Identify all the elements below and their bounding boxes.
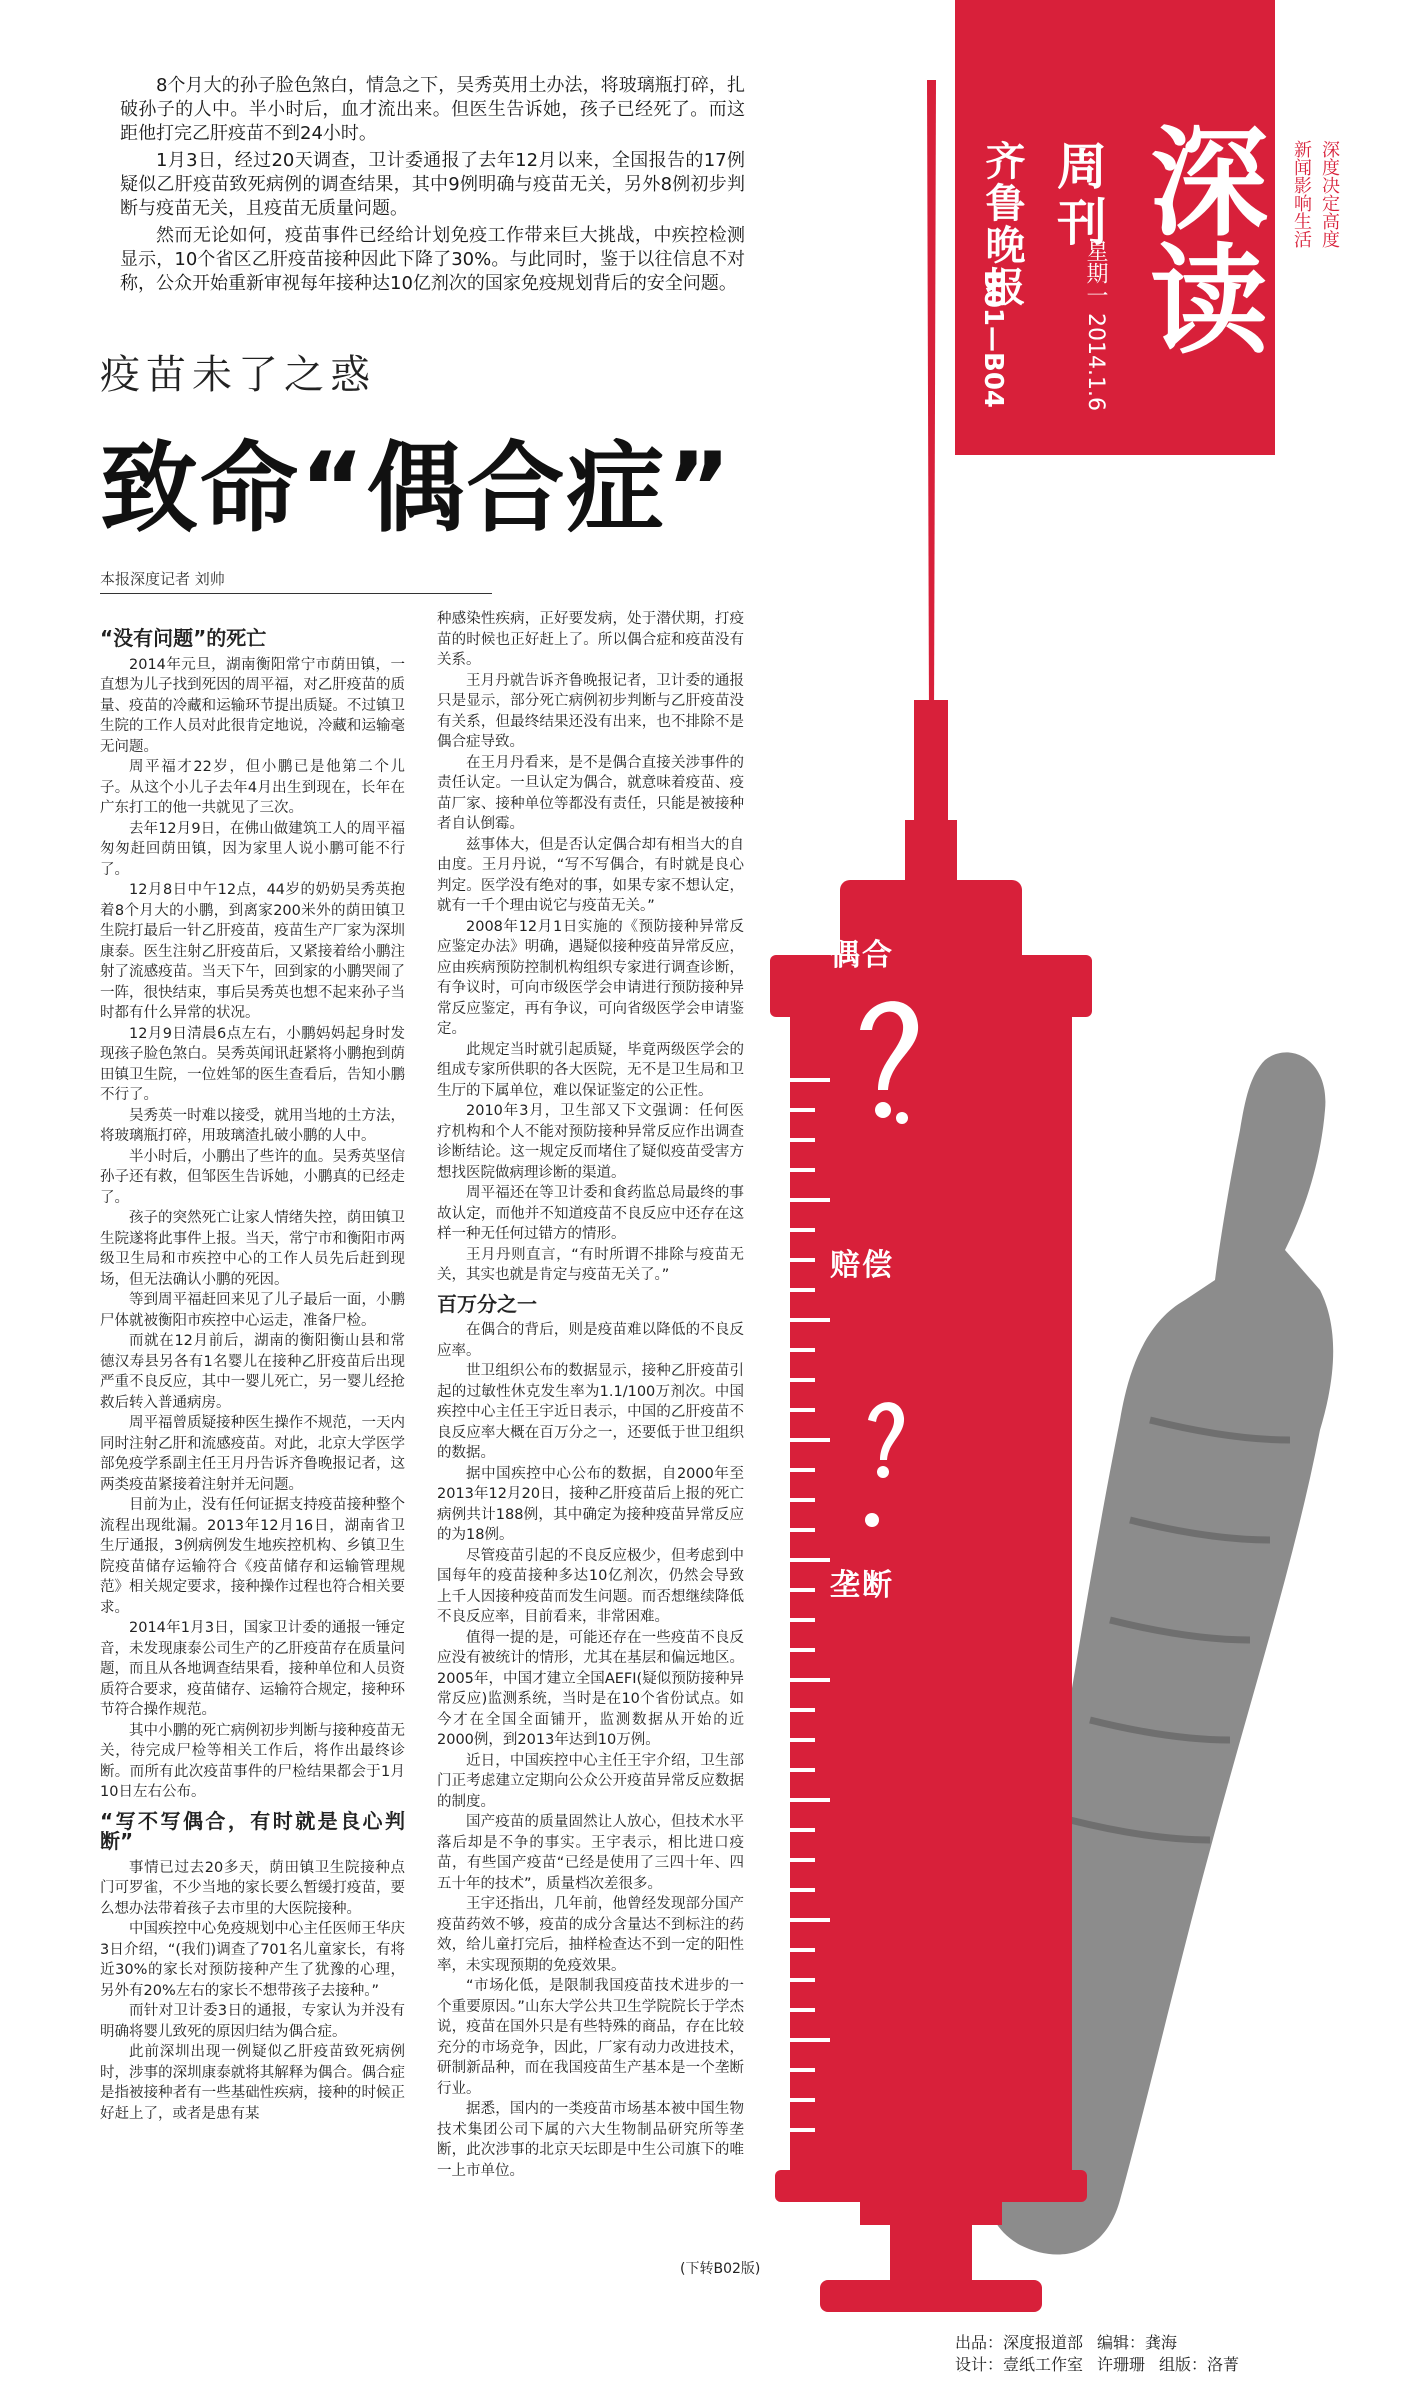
article-paragraph: 据悉，国内的一类疫苗市场基本被中国生物技术集团公司下属的六大生物制品研究所等垄断，此次涉事的北京天坛即是中生公司旗下的唯一上市单位。 [437,2101,744,2179]
article-paragraph: 此前深圳出现一例疑似乙肝疫苗致死病例时，涉事的深圳康泰就将其解释为偶合。偶合症是指被接种者有一些基础性疾病，接种的时候正好赶上了，或者是患有某 [100,2044,405,2122]
byline: 本报深度记者 刘帅 [100,568,492,594]
slogan-line-1: 深度决定高度 [1319,140,1340,248]
article-paragraph: “市场化低，是限制我国疫苗技术进步的一个重要原因。”山东大学公共卫生学院院长于学杰说，疫苗在国外只是有些特殊的商品，存在比较充分的市场竞争，因此，厂家有动力改进技术，研制新品种，而在我国疫苗生产基本是一个垄断行业。 [437,1978,744,2097]
article-paragraph: 近日，中国疾控中心主任王宇介绍，卫生部门正考虑建立定期向公众公开疫苗异常反应数据的制度。 [437,1752,744,1810]
weekly-label: 周刊 [1049,140,1107,252]
article-paragraph: 目前为止，没有任何证据支持疫苗接种整个流程出现纰漏。2013年12月16日，湖南省卫生厅通报，3例病例发生地疾控机构、乡镇卫生院疫苗储存运输符合《疫苗储存和运输管理规范》相关规定要求，接种操作过程也符合相关要求。 [100,1497,405,1616]
continued-note: (下转B02版) [680,2261,761,2277]
paper-logo: 齐鲁晚报 [979,140,1026,308]
page-headline: 致命“偶合症” [100,432,733,546]
lead-paragraph: 然而无论如何，疫苗事件已经给计划免疫工作带来巨大挑战，中疾控检测显示，10个省区乙肝疫苗接种因此下降了30%。与此同时，鉴于以往信息不对称，公众开始重新审视每年接种达10亿剂次的国家免疫规划背后的安全问题。 [120,225,745,294]
credit-design: 设计：壹纸工作室 [955,2355,1084,2374]
headline-kicker: 疫苗未了之惑 [100,352,376,398]
article-paragraph: 中国疾控中心免疫规划中心主任医师王华庆3日介绍，“(我们)调查了701名儿童家长，有将近30%的家长对预防接种产生了犹豫的心理，另外有20%左右的家长不想带孩子去接种。” [100,1921,405,1999]
article-paragraph: 据中国疾控中心公布的数据，自2000年至2013年12月20日，接种乙肝疫苗后上报的死亡病例共计188例，其中确定为接种疫苗异常反应的为18例。 [437,1465,744,1543]
article-paragraph: 而就在12月前后，湖南的衡阳衡山县和常德汉寿县另各有1名婴儿在接种乙肝疫苗后出现严重不良反应，其中一婴儿死亡，另一婴儿经抢救后转入普通病房。 [100,1333,405,1411]
article-column-1 [100,620,405,2124]
lead-paragraph: 8个月大的孙子脸色煞白，情急之下，吴秀英用土办法，将玻璃瓶打碎，扎破孙子的人中。半小时后，血才流出来。但医生告诉她，孩子已经死了。而这距他打完乙肝疫苗不到24小时。 [120,75,745,144]
article-paragraph: 国产疫苗的质量固然让人放心，但技术水平落后却是不争的事实。王宇表示，相比进口疫苗，有些国产疫苗“已经是使用了三四十年、四五十年的技术”，质量档次差很多。 [437,1814,744,1892]
article-paragraph: 12月8日中午12点，44岁的奶奶吴秀英抱着8个月大的小鹏，到离家200米外的荫田镇卫生院打最后一针乙肝疫苗，疫苗生产厂家为深圳康泰。医生注射乙肝疫苗后，又紧接着给小鹏注射了流感疫苗。当天下午，回到家的小鹏哭闹了一阵，很快结束，事后吴秀英也想不起来孙子当时都有什么异常的状况。 [100,882,405,1021]
subhead: 百万分之一 [437,1291,537,1316]
article-paragraph: 周平福曾质疑接种医生操作不规范，一天内同时注射乙肝和流感疫苗。对此，北京大学医学部免疫学系副主任王月丹告诉齐鲁晚报记者，这两类疫苗紧接着注射并无问题。 [100,1415,405,1493]
subhead: “写不写偶合，有时就是良心判断” [100,1808,405,1853]
label-compensation: 赔偿 [830,1248,894,1283]
issue-date: 星期一 2014.1.6 [1083,240,1108,411]
article-paragraph: 2008年12月1日实施的《预防接种异常反应鉴定办法》明确，遇疑似接种疫苗异常反应，应由疾病预防控制机构组织专家进行调查诊断，有争议时，可向市级医学会申请进行预防接种异常反应鉴定，再有争议，可向省级医学会申请鉴定。 [437,918,744,1037]
article-paragraph: 其中小鹏的死亡病例初步判断与接种疫苗无关，待完成尸检等相关工作后，将作出最终诊断。而所有此次疫苗事件的尸检结果都会于1月10日左右公布。 [100,1722,405,1800]
article-paragraph: 周平福才22岁，但小鹏已是他第二个儿子。从这个小儿子去年4月出生到现在，长年在广东打工的他一共就见了三次。 [100,759,405,816]
article-paragraph: 事情已过去20多天，荫田镇卫生院接种点门可罗雀，不少当地的家长要么暂缓打疫苗，要么想办法带着孩子去市里的大医院接种。 [100,1859,405,1917]
slogan-line-2: 新闻影响生活 [1291,140,1312,248]
article-paragraph: 2010年3月，卫生部又下文强调：任何医疗机构和个人不能对预防接种异常反应作出调查诊断结论。这一规定反而堵住了疑似疫苗受害方想找医院做病理诊断的渠道。 [437,1103,744,1181]
credit-designer: 许珊珊 [1097,2355,1146,2374]
article-paragraph: 2014年元旦，湖南衡阳常宁市荫田镇，一直想为儿子找到死因的周平福，对乙肝疫苗的质量、疫苗的冷藏和运输环节提出质疑。不过镇卫生院的工作人员对此很肯定地说，冷藏和运输毫无问题。 [100,656,405,755]
article-paragraph: 王月丹就告诉齐鲁晚报记者，卫计委的通报只是显示，部分死亡病例初步判断与乙肝疫苗没有关系，但最终结果还没有出来，也不排除不是偶合症导致。 [437,672,744,750]
article-paragraph: 值得一提的是，可能还存在一些疫苗不良反应没有被统计的情形，尤其在基层和偏远地区。2005年，中国才建立全国AEFI(疑似预防接种异常反应)监测系统，当时是在10个省份试点。如今才在全国全面铺开，监测数据从开始的近2000例，到2013年达到10万例。 [437,1629,744,1748]
article-paragraph: 王月丹则直言，“有时所谓不排除与疫苗无关，其实也就是肯定与疫苗无关了。” [437,1246,744,1283]
subhead: “没有问题”的死亡 [100,626,267,650]
article-paragraph: 去年12月9日，在佛山做建筑工人的周平福匆匆赶回荫田镇，因为家里人说小鹏可能不行了。 [100,820,405,878]
article-paragraph: 吴秀英一时难以接受，就用当地的土方法，将玻璃瓶打碎，用玻璃渣扎破小鹏的人中。 [100,1107,405,1144]
label-coincidence: 偶合 [830,938,894,973]
article-paragraph: 王宇还指出，几年前，他曾经发现部分国产疫苗药效不够，疫苗的成分含量达不到标注的药效，给儿童打完后，抽样检查达不到一定的阳性率，未实现预期的免疫效果。 [437,1896,744,1974]
article-paragraph: 2014年1月3日，国家卫计委的通报一锤定音，未发现康泰公司生产的乙肝疫苗存在质量问题，而且从各地调查结果看，接种单位和人员资质符合要求，疫苗储存、运输符合规定，接种环节符合操作规范。 [100,1620,405,1718]
label-monopoly: 垄断 [830,1568,894,1603]
page-credits [955,2332,1253,2376]
article-paragraph: 此规定当时就引起质疑，毕竟两级医学会的组成专家所供职的各大医院，无不是卫生局和卫生厅的下属单位，难以保证鉴定的公正性。 [437,1041,744,1099]
section-title: 深读 [1130,120,1268,356]
article-paragraph: 种感染性疾病，正好要发病，处于潜伏期，打疫苗的时候也正好赶上了。所以偶合症和疫苗没有关系。 [437,611,744,668]
article-paragraph: 周平福还在等卫计委和食药监总局最终的事故认定，而他并不知道疫苗不良反应中还存在这样一种无任何过错方的情形。 [437,1185,744,1242]
article-paragraph: 而针对卫计委3日的通报，专家认为并没有明确将婴儿致死的原因归结为偶合症。 [100,2003,405,2040]
article-column-2 [437,609,744,2181]
credit-layout: 组版：洛菁 [1159,2355,1240,2374]
article-paragraph: 兹事体大，但是否认定偶合却有相当大的自由度。王月丹说，“写不写偶合，有时就是良心判定。医学没有绝对的事，如果专家不想认定，就有一千个理由说它与疫苗无关。” [437,836,744,914]
article-paragraph: 半小时后，小鹏出了些许的血。吴秀英坚信孙子还有救，但邹医生告诉她，小鹏真的已经走了。 [100,1148,405,1206]
article-paragraph: 世卫组织公布的数据显示，接种乙肝疫苗引起的过敏性休克发生率为1.1/100万剂次。中国疾控中心主任王宇近日表示，中国的乙肝疫苗不良反应率大概在百万分之一，还要低于世卫组织的数据。 [437,1363,744,1461]
article-paragraph: 在偶合的背后，则是疫苗难以降低的不良反应率。 [437,1322,744,1359]
article-paragraph: 尽管疫苗引起的不良反应极少，但考虑到中国每年的疫苗接种多达10亿剂次，仍然会导致上千人因接种疫苗而发生问题。而否想继续降低不良反应率，目前看来，非常困难。 [437,1547,744,1625]
article-paragraph: 12月9日清晨6点左右，小鹏妈妈起身时发现孩子脸色煞白。吴秀英闻讯赶紧将小鹏抱到荫田镇卫生院，一位姓邹的医生查看后，告知小鹏不行了。 [100,1025,405,1103]
article-paragraph: 等到周平福赶回来见了儿子最后一面，小鹏尸体就被衡阳市疾控中心运走，准备尸检。 [100,1292,405,1329]
credit-editor: 编辑：龚海 [1097,2333,1178,2352]
article-paragraph: 在王月丹看来，是不是偶合直接关涉事件的责任认定。一旦认定为偶合，就意味着疫苗、疫苗厂家、接种单位等都没有责任，只能是被接种者自认倒霉。 [437,754,744,832]
credit-producer: 出品：深度报道部 [955,2333,1084,2352]
section-slogan [1285,140,1341,248]
lead-paragraphs [120,74,745,299]
article-paragraph: 孩子的突然死亡让家人情绪失控，荫田镇卫生院遂将此事件上报。当天，常宁市和衡阳市两级卫生局和市疾控中心的工作人员先后赶到现场，但无法确认小鹏的死因。 [100,1210,405,1288]
page-range: B01—B04 [978,270,1008,408]
lead-paragraph: 1月3日，经过20天调查，卫计委通报了去年12月以来，全国报告的17例疑似乙肝疫苗致死病例的调查结果，其中9例明确与疫苗无关，另外8例初步判断与疫苗无关，且疫苗无质量问题。 [120,150,745,219]
